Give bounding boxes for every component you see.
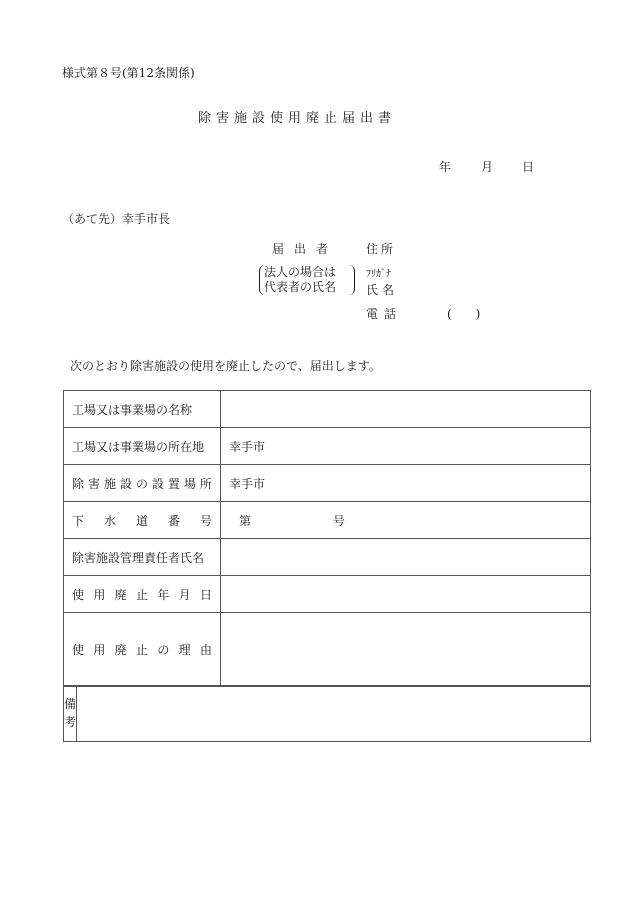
table-row bbox=[64, 613, 591, 686]
facility-location-field[interactable]: 幸手市 bbox=[221, 428, 591, 465]
row-label-facility-name: 工場又は事業場の名称 bbox=[64, 391, 221, 428]
installation-site-field[interactable]: 幸手市 bbox=[221, 465, 591, 502]
remarks-table bbox=[63, 686, 591, 742]
row-label-abolition-reason-spread: 使 用 廃 止 の 理 由 bbox=[72, 642, 212, 657]
row-label-abolition-reason bbox=[64, 613, 221, 686]
addressee: （あて先）幸手市長 bbox=[62, 212, 171, 226]
furigana-label: ﾌﾘｶﾞﾅ bbox=[366, 269, 391, 280]
row-label-abolition-date bbox=[64, 576, 221, 613]
table-row bbox=[64, 428, 591, 465]
sewer-number-suffix: 号 bbox=[332, 513, 345, 528]
remarks-label bbox=[64, 687, 77, 742]
facility-name-field[interactable] bbox=[221, 391, 591, 428]
address-label: 住所 bbox=[366, 242, 397, 256]
corporate-note-line-2: 代表者の氏名 bbox=[264, 280, 337, 294]
row-label-installation-site bbox=[64, 465, 221, 502]
row-label-installation-site-spread: 除 害 施 設 の 設 置 場 所 bbox=[72, 476, 212, 491]
statement-text: 次のとおり除害施設の使用を廃止したので、届出します。 bbox=[70, 359, 381, 373]
phone-area-code-paren[interactable]: ( ) bbox=[447, 307, 481, 321]
abolition-date-field[interactable] bbox=[221, 576, 591, 613]
corporate-note bbox=[259, 265, 355, 295]
notifier-label: 届出者 bbox=[272, 242, 339, 256]
manager-name-field[interactable] bbox=[221, 539, 591, 576]
row-label-facility-location: 工場又は事業場の所在地 bbox=[64, 428, 221, 465]
row-label-manager-name: 除害施設管理責任者氏名 bbox=[64, 539, 221, 576]
abolition-reason-field[interactable] bbox=[221, 613, 591, 686]
row-label-abolition-date-spread: 使 用 廃 止 年 月 日 bbox=[72, 587, 212, 602]
table-row bbox=[64, 502, 591, 539]
corporate-note-line-1: 法人の場合は bbox=[264, 265, 337, 279]
date-year-label: 年 bbox=[439, 160, 452, 174]
date-month-label: 月 bbox=[481, 160, 494, 174]
row-label-sewer-number bbox=[64, 502, 221, 539]
sewer-number-field[interactable] bbox=[221, 502, 591, 539]
table-row bbox=[64, 576, 591, 613]
name-label: 氏名 bbox=[366, 283, 399, 297]
remarks-label-char-1: 備 bbox=[64, 697, 77, 711]
sewer-number-prefix: 第 bbox=[239, 513, 252, 528]
table-row bbox=[64, 539, 591, 576]
date-day-label: 日 bbox=[522, 160, 535, 174]
table-row bbox=[64, 687, 591, 742]
table-row bbox=[64, 391, 591, 428]
remarks-label-char-2: 考 bbox=[64, 715, 77, 729]
document-title: 除害施設使用廃止届出書 bbox=[198, 111, 397, 126]
table-row bbox=[64, 465, 591, 502]
phone-label: 電話 bbox=[366, 307, 403, 321]
form-table bbox=[63, 390, 591, 686]
form-number: 様式第８号(第12条関係) bbox=[62, 66, 195, 80]
remarks-field[interactable] bbox=[77, 687, 591, 742]
row-label-sewer-number-spread: 下 水 道 番 号 bbox=[72, 513, 212, 528]
